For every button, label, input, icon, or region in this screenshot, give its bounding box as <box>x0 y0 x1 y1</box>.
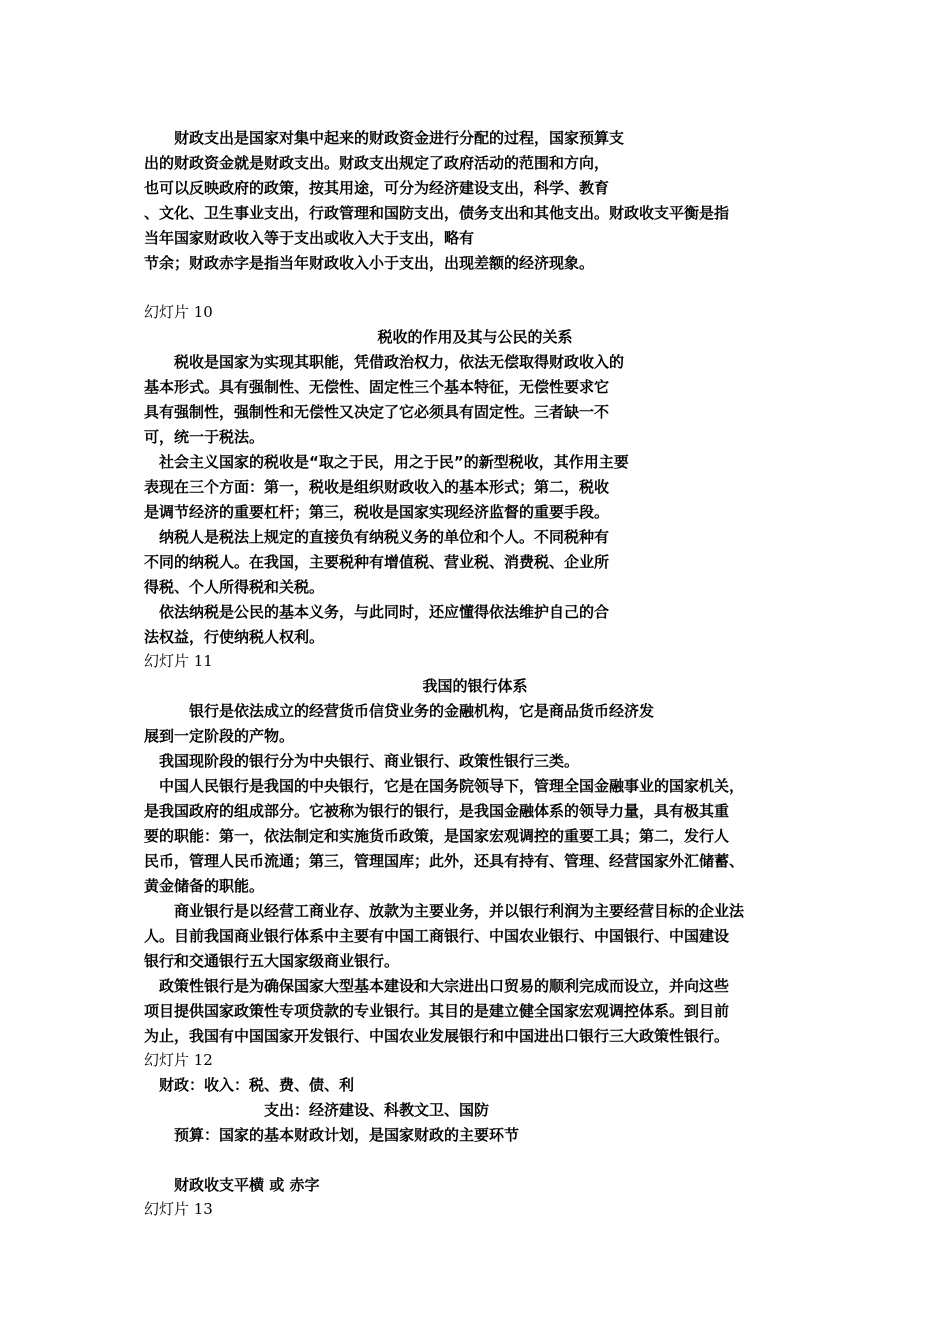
paragraph-line: 依法纳税是公民的基本义务，与此同时，还应懂得依法维护自己的合 <box>144 603 610 621</box>
paragraph-line: 政策性银行是为确保国家大型基本建设和大宗进出口贸易的顺利完成而设立，并向这些 <box>144 977 730 995</box>
paragraph-line: 为止，我国有中国国家开发银行、中国农业发展银行和中国进出口银行三大政策性银行。 <box>144 1027 730 1045</box>
paragraph-line: 财政支出是国家对集中起来的财政资金进行分配的过程，国家预算支 <box>144 129 625 147</box>
paragraph-line: 也可以反映政府的政策，按其用途，可分为经济建设支出，科学、教育 <box>144 179 610 197</box>
slide-label: 幻灯片 10 <box>144 303 213 321</box>
paragraph-line: 项目提供国家政策性专项贷款的专业银行。其目的是建立健全国家宏观调控体系。到目前 <box>144 1002 730 1020</box>
paragraph-line: 黄金储备的职能。 <box>144 877 265 895</box>
paragraph-line: 要的职能：第一，依法制定和实施货币政策，是国家宏观调控的重要工具；第二，发行人 <box>144 827 730 845</box>
paragraph-line: 税收是国家为实现其职能，凭借政治权力，依法无偿取得财政收入的 <box>144 353 625 371</box>
paragraph-line: 人。目前我国商业银行体系中主要有中国工商银行、中国农业银行、中国银行、中国建设 <box>144 927 730 945</box>
paragraph-line: 银行和交通银行五大国家级商业银行。 <box>144 952 400 970</box>
paragraph-line: 表现在三个方面：第一，税收是组织财政收入的基本形式；第二，税收 <box>144 478 610 496</box>
paragraph-line: 法权益，行使纳税人权利。 <box>144 628 325 646</box>
paragraph-line: 中国人民银行是我国的中央银行，它是在国务院领导下，管理全国金融事业的国家机关， <box>144 777 745 795</box>
outline-line: 财政：收入：税、费、债、利 <box>144 1076 355 1094</box>
paragraph-line: 不同的纳税人。在我国，主要税种有增值税、营业税、消费税、企业所 <box>144 553 610 571</box>
paragraph-line: 节余；财政赤字是指当年财政收入小于支出，出现差额的经济现象。 <box>144 254 595 272</box>
paragraph-line: 具有强制性，强制性和无偿性又决定了它必须具有固定性。三者缺一不 <box>144 403 610 421</box>
paragraph-line: 是调节经济的重要杠杆；第三，税收是国家实现经济监督的重要手段。 <box>144 503 610 521</box>
paragraph-line: 可，统一于税法。 <box>144 428 265 446</box>
section-title: 税收的作用及其与公民的关系 <box>377 328 573 346</box>
paragraph-line: 民币，管理人民币流通；第三，管理国库；此外，还具有持有、管理、经营国家外汇储蓄、 <box>144 852 745 870</box>
slide-label: 幻灯片 13 <box>144 1200 213 1218</box>
paragraph-line: 是我国政府的组成部分。它被称为银行的银行，是我国金融体系的领导力量，具有极其重 <box>144 802 730 820</box>
section-title: 我国的银行体系 <box>422 677 528 695</box>
paragraph-line: 银行是依法成立的经营货币信贷业务的金融机构，它是商品货币经济发 <box>144 702 655 720</box>
outline-line: 财政收支平横 或 赤字 <box>144 1176 320 1194</box>
paragraph-line: 我国现阶段的银行分为中央银行、商业银行、政策性银行三类。 <box>144 752 580 770</box>
paragraph-line: 得税、个人所得税和关税。 <box>144 578 325 596</box>
paragraph-line: 基本形式。具有强制性、无偿性、固定性三个基本特征，无偿性要求它 <box>144 378 610 396</box>
slide-label: 幻灯片 12 <box>144 1051 213 1069</box>
paragraph-line: 纳税人是税法上规定的直接负有纳税义务的单位和个人。不同税种有 <box>144 528 610 546</box>
paragraph-line: 当年国家财政收入等于支出或收入大于支出，略有 <box>144 229 475 247</box>
slide-label: 幻灯片 11 <box>144 652 213 670</box>
paragraph-line: 出的财政资金就是财政支出。财政支出规定了政府活动的范围和方向， <box>144 154 610 172</box>
paragraph-line: 社会主义国家的税收是“取之于民，用之于民”的新型税收，其作用主要 <box>144 453 629 471</box>
paragraph-line: 展到一定阶段的产物。 <box>144 727 295 745</box>
paragraph-line: 、文化、卫生事业支出，行政管理和国防支出，债务支出和其他支出。财政收支平衡是指 <box>144 204 730 222</box>
outline-line: 预算：国家的基本财政计划，是国家财政的主要环节 <box>144 1126 520 1144</box>
outline-line: 支出：经济建设、科教文卫、国防 <box>144 1101 490 1119</box>
paragraph-line: 商业银行是以经营工商业存、放款为主要业务，并以银行利润为主要经营目标的企业法 <box>144 902 745 920</box>
